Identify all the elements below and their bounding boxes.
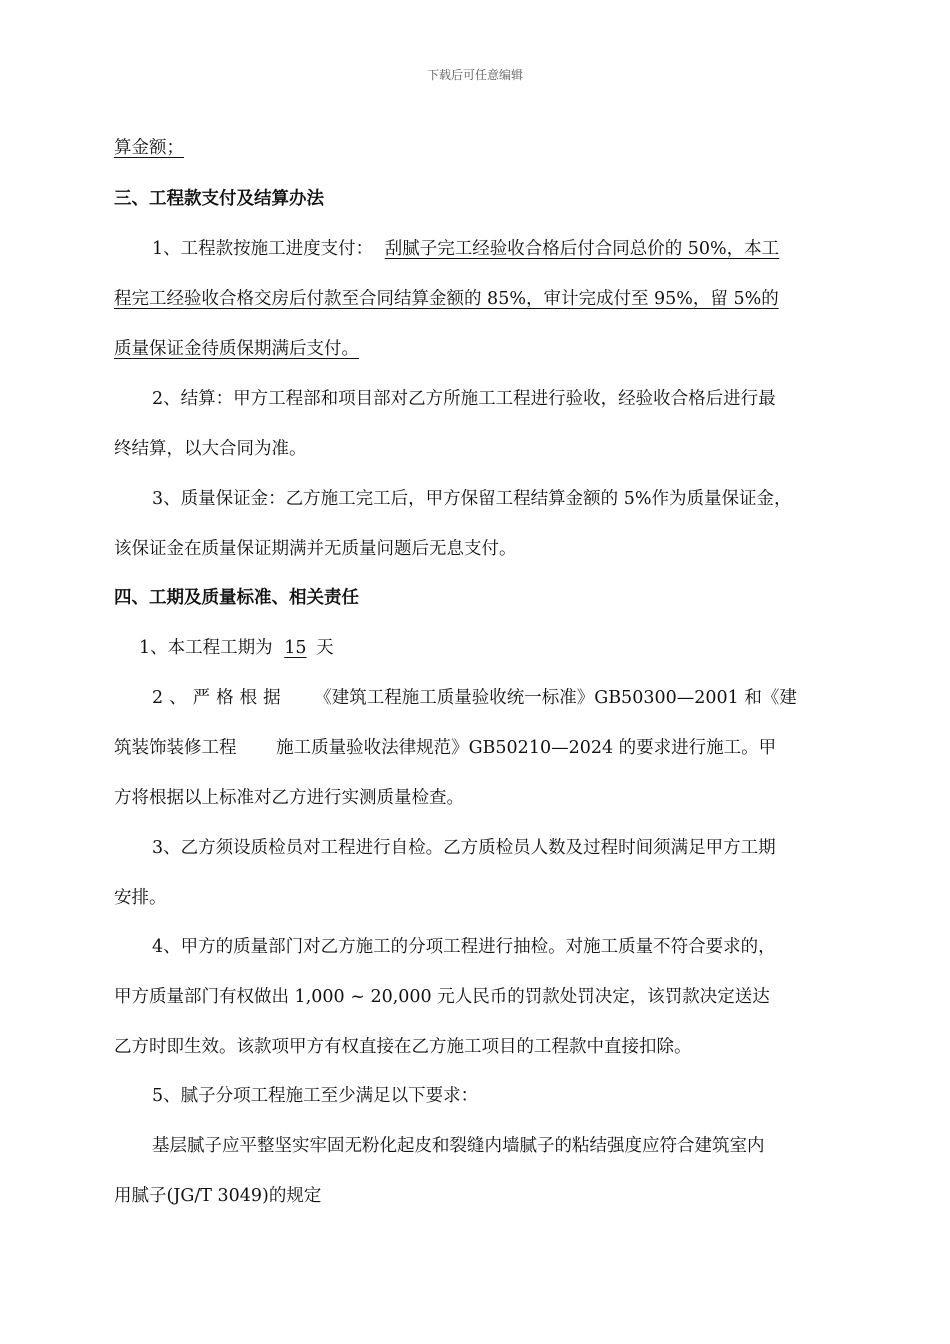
standard-reference: 《建筑工程施工质量验收统一标准》GB50300—2001 和《建 (314, 688, 797, 708)
paragraph-line: 甲方质量部门有权做出 1,000 ~ 20,000 元人民币的罚款处罚决定，该罚款决定送达 (114, 987, 770, 1007)
duration-value: 15 (284, 638, 307, 658)
paragraph-line (139, 636, 334, 660)
section-heading: 三、工程款支付及结算办法 (114, 189, 324, 209)
section-heading: 四、工期及质量标准、相关责任 (114, 588, 359, 608)
paragraph-line (114, 736, 776, 760)
unit-text: 天 (316, 638, 334, 658)
paragraph-line: 基层腻子应平整坚实牢固无粉化起皮和裂缝内墙腻子的粘结强度应符合建筑室内 (152, 1136, 765, 1156)
page-header: 下载后可任意编辑 (426, 68, 523, 82)
text-fragment: 筑装饰装修工程 (114, 738, 237, 758)
text-line: 算金额； (114, 138, 184, 158)
underlined-text: 刮腻子完工经验收合格后付合同总价的 50%，本工 (384, 239, 780, 259)
underlined-text: 质量保证金待质保期满后支付。 (114, 339, 359, 359)
paragraph-line: 终结算，以大合同为准。 (114, 439, 307, 459)
paragraph-line: 用腻子(JG/T 3049)的规定 (114, 1186, 322, 1206)
clause-label: 1、工程款按施工进度支付： (152, 239, 374, 259)
underlined-text: 程完工经验收合格交房后付款至合同结算金额的 85%，审计完成付至 95%，留 5%的 (114, 289, 779, 309)
paragraph-line: 乙方时即生效。该款项甲方有权直接在乙方施工项目的工程款中直接扣除。 (114, 1037, 692, 1057)
paragraph-line: 方将根据以上标准对乙方进行实测质量检查。 (114, 788, 464, 808)
paragraph-line: 该保证金在质量保证期满并无质量问题后无息支付。 (114, 539, 517, 559)
paragraph-line: 3、质量保证金：乙方施工完工后，甲方保留工程结算金额的 5%作为质量保证金， (152, 489, 792, 509)
paragraph-line: 4、甲方的质量部门对乙方施工的分项工程进行抽检。对施工质量不符合要求的， (152, 937, 776, 957)
clause-label: 2、严格根据 (152, 688, 287, 708)
paragraph-line: 2、结算：甲方工程部和项目部对乙方所施工工程进行验收，经验收合格后进行最 (152, 389, 776, 409)
paragraph-line: 安排。 (114, 888, 167, 908)
text-fragment: 施工质量验收法律规范》GB50210—2024 的要求进行施工。甲 (276, 738, 777, 758)
paragraph-line: 3、乙方须设质检员对工程进行自检。乙方质检员人数及过程时间须满足甲方工期 (152, 838, 776, 858)
clause-label: 1、本工程工期为 (139, 638, 273, 658)
paragraph-line (152, 686, 797, 710)
paragraph-line: 5、腻子分项工程施工至少满足以下要求： (152, 1086, 479, 1106)
paragraph-line (152, 237, 779, 261)
